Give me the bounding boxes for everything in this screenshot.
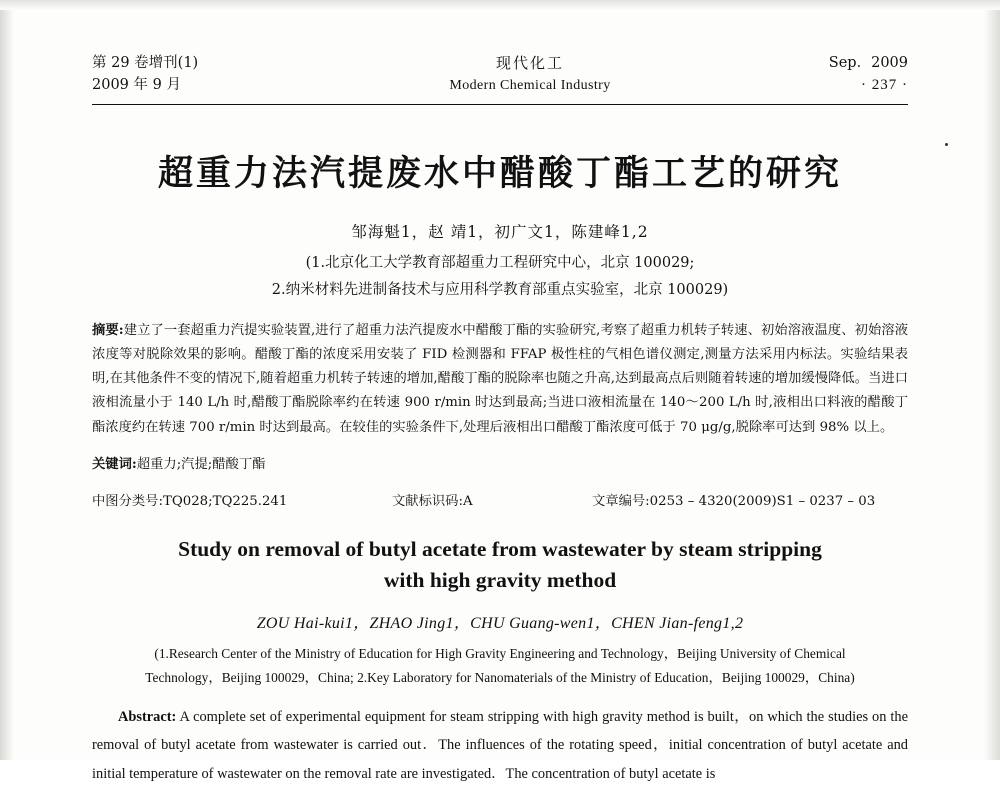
- journal-title-cn: 现代化工: [495, 54, 564, 72]
- volume-issue: 第 29 卷增刊(1): [92, 55, 199, 71]
- journal-title-en: Modern Chemical Industry: [449, 78, 611, 94]
- page-number: · 237 ·: [861, 77, 908, 94]
- keywords-cn-text: 超重力;汽提;醋酸丁酯: [136, 456, 266, 472]
- running-head-center: [322, 52, 738, 97]
- scan-edge-top: [0, 0, 1000, 10]
- affiliation-en-line2: Technology，Beijing 100029，China; 2.Key Laboratory for Nanomaterials of the Ministry of Education，Beijing 100029，China): [145, 669, 855, 685]
- classification-row: [92, 490, 908, 514]
- running-head-right: [738, 52, 908, 98]
- doc-code-value: A: [462, 494, 473, 510]
- abstract-cn-text: 建立了一套超重力汽提实验装置,进行了超重力法汽提废水中醋酸丁酯的实验研究,考察了超重力机转子转速、初始溶液温度、初始溶液浓度等对脱除效果的影响。醋酸丁酯的浓度采用安装了 FID 检测器和 FFAP 极性柱的气相色谱仪测定,测量方法采用内标法。实验结果表明,在其他条件不变的情况下,随着超重力机转子转速的增加,醋酸丁酯的脱除率也随之升高,达到最高点后则随着转速的增加缓慢降低。当进口液相流量小于 140 L/h 时,醋酸丁酯脱除率约在转速 900 r/min 时达到最高;当进口液相流量在 140～200 L/h 时,液相出口料液的醋酸丁酯浓度约在转速 700 r/min 时达到最高。在较佳的实验条件下,处理后液相出口醋酸丁酯浓度可低于 70 μg/g,脱除率可达到 98% 以上。: [92, 322, 908, 435]
- abstract-cn-label: 摘要:: [92, 322, 124, 338]
- page-title: 超重力法汽提废水中醋酸丁酯工艺的研究: [157, 152, 842, 194]
- clc-label: 中图分类号:: [92, 494, 163, 510]
- running-head-left: [92, 52, 322, 97]
- article-id-label: 文章编号:: [592, 494, 650, 510]
- doc-code-cell: [392, 490, 592, 514]
- clc-value: TQ028;TQ225.241: [162, 494, 288, 510]
- scan-edge-left: [0, 0, 14, 760]
- authors-cn: 邹海魁1，赵 靖1，初广文1，陈建峰1,2: [351, 222, 649, 241]
- abstract-en-label: Abstract:: [118, 709, 177, 726]
- title-en-line2: with high gravity method: [383, 568, 617, 593]
- affiliation-cn-line2: 2.纳米材料先进制备技术与应用科学教育部重点实验室，北京 100029): [271, 282, 729, 299]
- abstract-cn: [92, 319, 908, 440]
- affiliation-cn-line1: (1.北京化工大学教育部超重力工程研究中心，北京 100029;: [305, 254, 695, 271]
- doc-code-label: 文献标识码:: [392, 494, 463, 510]
- affiliation-en-line1: (1.Research Center of the Ministry of Education for High Gravity Engineering and Technology，Beijing University of Chemical: [154, 646, 846, 662]
- scan-speck: [945, 143, 948, 146]
- authors-en: ZOU Hai-kui1，ZHAO Jing1，CHU Guang-wen1，CHEN Jian-feng1,2: [256, 615, 744, 633]
- affiliation-cn: [92, 250, 908, 305]
- issue-date-en: Sep．2009: [828, 55, 908, 71]
- issue-date-cn: 2009 年 9 月: [92, 77, 181, 94]
- header-rule: [92, 104, 908, 105]
- clc-cell: [92, 490, 392, 514]
- article-id-value: 0253 – 4320(2009)S1 – 0237 – 03: [649, 494, 876, 510]
- abstract-en-text: A complete set of experimental equipment for steam stripping with high gravity method is built，on which the studies on the removal of butyl acetate from wastewater is carried out．The influences of the rotating speed，initial concentration of butyl acetate and initial temperature of wastewater on the removal rate are investigated．The concentration of butyl acetate is: [92, 709, 908, 782]
- title-en-line1: Study on removal of butyl acetate from wastewater by steam stripping: [178, 537, 822, 562]
- running-head: [92, 52, 908, 98]
- keywords-cn: [92, 453, 908, 477]
- article-id-cell: [592, 490, 908, 514]
- title-en: [92, 534, 908, 596]
- keywords-cn-label: 关键词:: [92, 456, 137, 472]
- page-content: [92, 52, 908, 802]
- affiliation-en: [92, 642, 908, 689]
- scan-edge-right: [984, 0, 1000, 760]
- abstract-en: [92, 703, 908, 787]
